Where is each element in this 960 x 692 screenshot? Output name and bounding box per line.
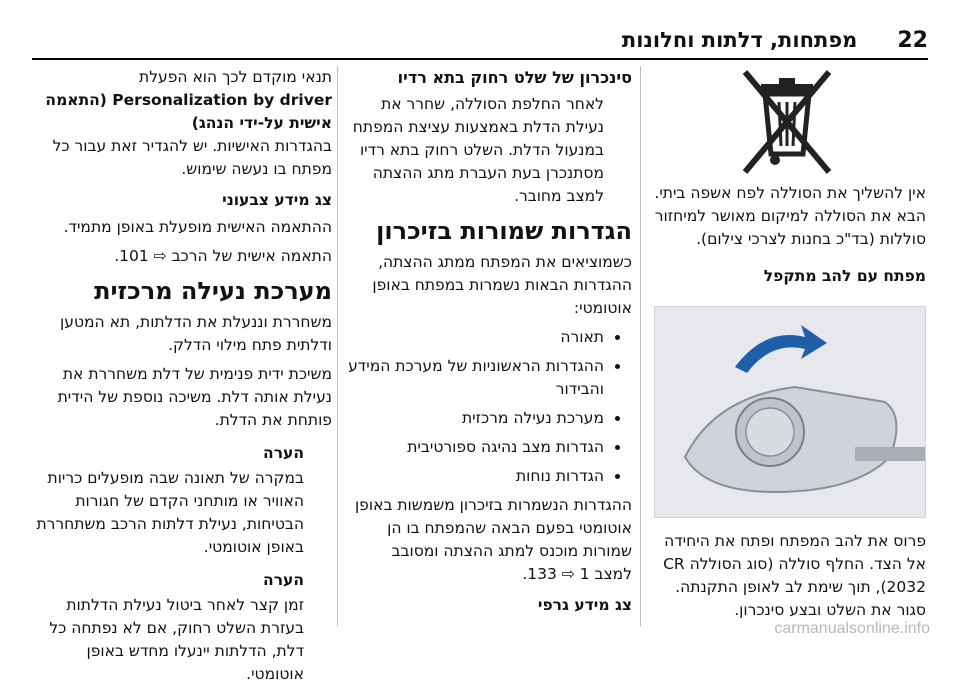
header-title: מפתחות, דלתות וחלונות (621, 28, 858, 52)
sync-text: לאחר החלפת הסוללה, שחרר את נעילת הדלת באמצעות עציצת המפתח במנעול הדלת. השלט רחוק בתא רדיו מסתנכרן בעת העברת מתג ההצתה למצב מחובר. (352, 95, 604, 205)
crossed-bin-icon (727, 66, 847, 178)
memory-note: ההגדרות הנשמרות בזיכרון משמשות באופן אוטומטי בפעם הבאה שהמפתח בו הן שמורות מוכנס למתג ההצתה ומסובב (354, 496, 632, 560)
key-battery-image (655, 307, 925, 517)
personalization-rest: בהגדרות האישיות. יש להגדיר זאת עבור כל מפתח בו נעשה שימוש. (52, 137, 332, 178)
page-header (32, 22, 928, 58)
personalization-ref: התאמה אישית של הרכב ⇨ 101. (114, 247, 332, 265)
key-illustration (654, 306, 926, 518)
list-item: • תאורה (342, 326, 604, 349)
memory-heading: הגדרות שמורות בזיכרון (376, 217, 632, 245)
column-divider (337, 66, 338, 626)
memory-list (342, 326, 632, 488)
list-item: • מערכת נעילה מרכזית (342, 407, 604, 430)
folding-key-heading: מפתח עם להב מתקפל (763, 267, 926, 285)
color-info-heading: צג מידע צבעוני (222, 191, 332, 209)
central-text-2: משיכת ידית פנימית של דלת משחררת את נעילת אותה דלת. משיכה נוספת של הידית פותחת את הדלת. (57, 365, 332, 429)
memory-ref: למצב 1 ⇨ 133. (522, 565, 632, 583)
column-right (648, 66, 926, 628)
battery-instructions: פרוס את להב המפתח ופתח את היחידה אל הצד. החלף סוללה (סוג הסוללה CR 2032), תוך שימת לב לאופן התקנתה. סגור את השלט ובצע סינכרון. (663, 532, 926, 619)
disposal-text: אין להשליך את הסוללה לפח אשפה ביתי. הבא את הסוללה למיקום מאושר למיחזור סוללות (בד"כ בחנות לצרכי צילום). (654, 184, 926, 248)
note-1-title: הערה (263, 444, 304, 462)
list-item: • הגדרות מצב נהיגה ספורטיבית (342, 436, 604, 459)
note-2-text: זמן קצר לאחר ביטול נעילת הדלתות בעזרת השלט רחוק, אם לא נפתחה כל דלת, הדלתות יינעלו מחדש באופן אוטומטי. (49, 596, 304, 683)
list-item: • הגדרות נוחות (342, 465, 604, 488)
color-info-text: ההתאמה האישית מופעלת באופן מתמיד. (63, 218, 332, 236)
note-2-title: הערה (263, 571, 304, 589)
column-left (32, 66, 332, 692)
central-text-1: משחררת וננעלת את הדלתות, תא המטען ודלתית פתח מילוי הדלק. (60, 313, 332, 354)
list-item: • ההגדרות הראשוניות של מערכת המידע והבידור (342, 355, 604, 401)
page-number: 22 (897, 27, 928, 53)
sync-heading: סינכרון של שלט רחוק בתא רדיו (397, 68, 632, 87)
personalization-intro: תנאי מוקדם לכך הוא הפעלת (139, 68, 332, 86)
personalization-bold-1: Personalization by driver (התאמה (45, 91, 332, 109)
graphic-info-heading: צג מידע גרפי (537, 596, 632, 614)
note-1-text: במקרה של תאונה שבה מופעלים כריות האוויר או מותחני הקדם של חגורות הבטיחות, נעילת דלתות הרכב משתחררת באופן אוטומטי. (36, 469, 304, 556)
watermark: carmanualsonline.info (774, 620, 930, 637)
column-middle (342, 66, 632, 621)
header-rule (32, 58, 928, 60)
memory-intro: כשמוציאים את המפתח ממתג ההצתה, ההגדרות הבאות נשמרות במפתח באופן אוטומטי: (372, 253, 632, 317)
central-locking-heading: מערכת נעילה מרכזית (94, 277, 332, 305)
personalization-bold-2: אישית על-ידי הנהג) (191, 114, 332, 132)
column-divider (640, 66, 641, 626)
